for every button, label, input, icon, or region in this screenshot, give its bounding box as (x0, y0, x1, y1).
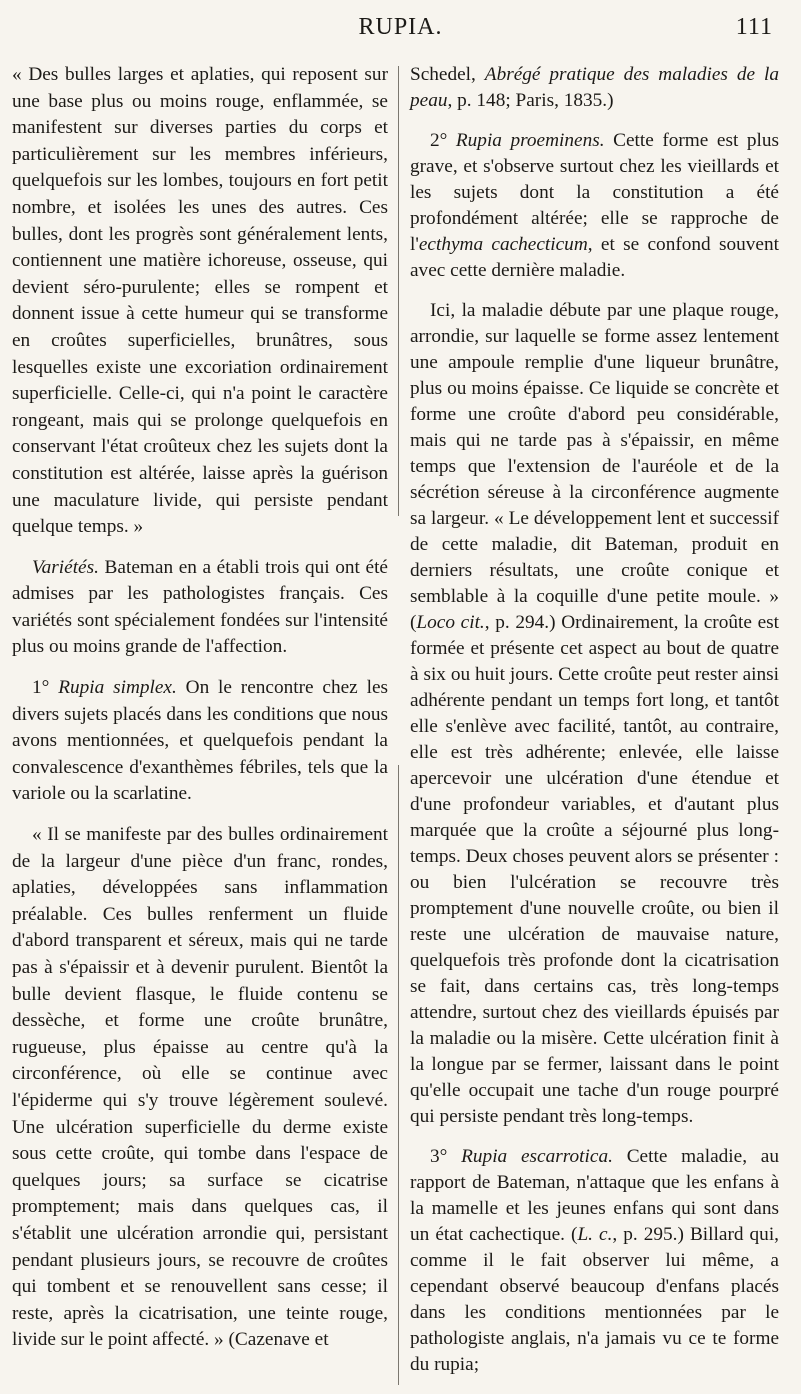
rupia-escarrotica-text-end: , p. 295.) Billard qui, comme il le fait observer lui même, a cependant observé beaucoup d'enfans placés dans les conditions mentionnées par le pathologiste anglais, n'a jamais vu ce te forme du rupia; (410, 1224, 779, 1375)
page-number: 111 (735, 14, 773, 40)
rupia-proeminens-text-end: , et se confond souvent avec cette dernière maladie. (410, 234, 779, 281)
paragraph-rupia-simplex (12, 675, 388, 808)
loco-cit-ref: Loco cit. (416, 612, 485, 633)
left-column (12, 62, 388, 1354)
citation-details: , p. 148; Paris, 1835.) (447, 90, 614, 111)
ecthyma-term: ecthyma cachecticum (418, 234, 588, 255)
citation-title: Abrégé pratique des maladies de la peau (410, 64, 779, 111)
disease-course-text-end: , p. 294.) Ordinairement, la croûte est formée et présente cet aspect au bout de quatre à six ou huit jours. Cette croûte peut rester ainsi adhérente pendant un temps fort long, et tantôt elle s'enlève avec facilité, tantôt, au contraire, elle est très adhérente; enlevée, elle laisse apercevoir une ulcération d'une étendue et d'une profondeur variables, et d'autant plus marquée que la croûte a séjourné plus long-temps. Deux choses peuvent alors se présenter : ou bien l'ulcération se recouvre très promptement d'une nouvelle croûte, ou bien il reste une ulcération de mauvaise nature, quelquefois très profonde dont la cicatrisation se fait, dans certains cas, très long-temps attendre, surtout chez des vieillards épuisés par la maladie ou la misère. Cette ulcération finit à la longue par se fermer, laissant dans le point qu'elle occupait une tache d'un rouge pourpré qui persiste pendant très long-temps. (410, 612, 779, 1127)
running-title: RUPIA. (358, 14, 443, 40)
rupia-proeminens-text: Cette forme est plus grave, et s'observe surtout chez les vieillards et les sujets dont la constitution a été profondément altérée; elle se rapproche de l' (410, 130, 779, 255)
paragraph-varieties (12, 555, 388, 661)
rupia-simplex-label: Rupia simplex. (58, 677, 177, 699)
item-number: 3° (430, 1146, 462, 1167)
right-column (410, 62, 779, 1378)
rupia-escarrotica-label: Rupia escarrotica. (461, 1146, 613, 1167)
varieties-text: Bateman en a établi trois qui ont été admises par les pathologistes français. Ces variétés sont spécialement fondées sur l'intensité plus ou moins grande de l'affection. (12, 556, 388, 658)
rupia-proeminens-label: Rupia proeminens. (455, 130, 605, 151)
paragraph-quote-bullae: « Des bulles larges et aplaties, qui reposent sur une base plus ou moins rouge, enflammée, se manifestent sur diverses parties du corps et particulièrement sur les membres inférieurs, quelquefois sur les lombes, toujours en fort petit nombre, et isolées les unes des autres. Ces bulles, dont les progrès sont généralement lents, contiennent une matière ichoreuse, osseuse, qui devient séro-purulente; elles se rompent et donnent issue à cette humeur qui se transforme en croûtes superficielles, brunâtres, sous lesquelles existe une excoriation ordinairement superficielle. Celle-ci, qui n'a point le caractère rongeant, mais qui se prolonge quelquefois en conservant l'état croûteux chez les sujets dont la constitution est altérée, laisse après la guérison une maculature livide, qui persiste pendant quelque temps. » (12, 64, 388, 538)
column-rule-bottom (398, 765, 399, 1385)
lc-ref: L. c. (577, 1224, 613, 1245)
paragraph-quote-manifestation: « Il se manifeste par des bulles ordinairement de la largeur d'une pièce d'un franc, rondes, aplaties, développées sans inflammation préalable. Ces bulles renferment un fluide d'abord transparent et séreux, mais qui ne tarde pas à s'épaissir et à devenir purulent. Bientôt la bulle devient flasque, le fluide contenu se dessèche, et forme une croûte brunâtre, rugueuse, plus épaisse au centre qu'à la circonférence, où elle se continue avec l'épiderme qui s'y trouve légèrement soulevé. Une ulcération superficielle du derme existe sous cette croûte, qui tombe dans l'espace de quelques jours; sa surface se cicatrise promptement; mais dans quelques cas, il s'établit une ulcération arrondie qui, persistant pendant plusieurs jours, se recouvre de croûtes qui tombent et se renouvellent sans cesse; il reste, après la cicatrisation, une teinte rouge, livide sur le point affecté. » (Cazenave et (12, 824, 388, 1351)
varieties-label: Variétés. (32, 556, 99, 578)
item-number: 1° (32, 677, 59, 699)
paragraph-rupia-escarrotica (410, 1144, 779, 1378)
rupia-simplex-text: On le rencontre chez les divers sujets placés dans les conditions que nous avons mentionnées, et quelquefois pendant la convalescence d'exanthèmes fébriles, tels que la variole ou la scarlatine. (12, 677, 388, 805)
paragraph-disease-course (410, 298, 779, 1130)
paragraph-citation (410, 62, 779, 114)
column-rule-top (398, 66, 399, 516)
disease-course-text: Ici, la maladie débute par une plaque rouge, arrondie, sur laquelle se forme assez lentement une ampoule remplie d'une liqueur brunâtre, plus ou moins épaisse. Ce liquide se concrète et forme une croûte d'abord peu considérable, mais qui ne tarde pas à s'épaissir, en même temps que l'extension de l'auréole et de la sécrétion séreuse à la circonférence augmente sa largeur. « Le développement lent et successif de cette maladie, dit Bateman, produit en derniers résultats, une croûte conique et semblable à la coquille d'une petite moule. » ( (410, 300, 779, 633)
paragraph-rupia-proeminens (410, 128, 779, 284)
rupia-escarrotica-text: Cette maladie, au rapport de Bateman, n'attaque que les enfans à la mamelle et les jeunes enfans qui sont dans un état cachectique. ( (410, 1146, 779, 1245)
citation-author: Schedel, (410, 64, 485, 85)
item-number: 2° (430, 130, 456, 151)
running-header (0, 14, 801, 44)
